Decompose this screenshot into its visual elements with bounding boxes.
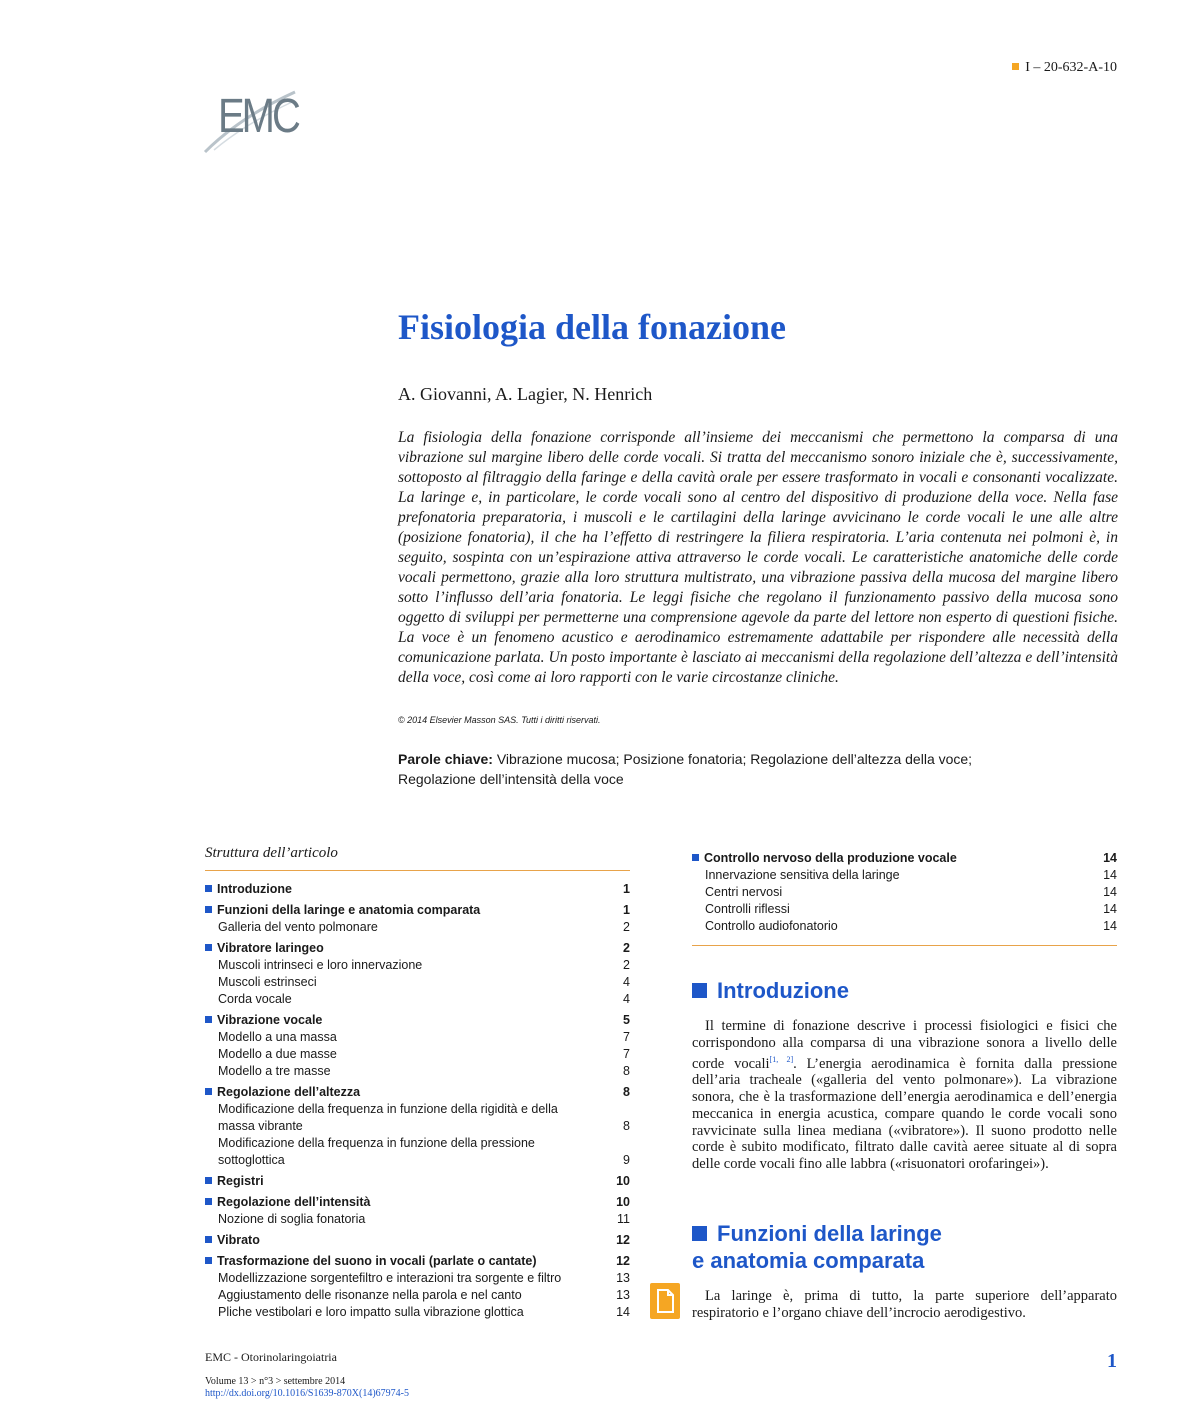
toc-entry[interactable]: Registri 10 [205, 1173, 630, 1190]
bullet-square-icon [692, 854, 699, 861]
document-code: I – 20-632-A-10 [1012, 60, 1117, 76]
toc-right-column [692, 846, 1117, 946]
page-number: 1 [1107, 1350, 1117, 1372]
bullet-square-icon [205, 1198, 212, 1205]
toc-entry[interactable]: Vibrazione vocale 5 [205, 1012, 630, 1029]
toc-section [205, 940, 630, 1008]
toc-subentry[interactable]: Centri nervosi 14 [705, 885, 1117, 899]
toc-section [692, 850, 1117, 935]
copyright: © 2014 Elsevier Masson SAS. Tutti i diritti riservati. [398, 715, 601, 725]
bullet-square-icon [205, 1016, 212, 1023]
toc-subentry[interactable]: Galleria del vento polmonare 2 [218, 920, 630, 934]
authors: A. Giovanni, A. Lagier, N. Henrich [398, 384, 653, 404]
toc-page: 14 [616, 1305, 630, 1319]
toc-page: 14 [1103, 851, 1117, 865]
toc-page: 14 [1103, 885, 1117, 899]
toc-page: 8 [623, 1119, 630, 1133]
toc-subentry[interactable]: Modificazione della frequenza in funzione della rigidità e della massa vibrante 8 [218, 1102, 630, 1133]
toc-entry[interactable]: Regolazione dell’intensità 10 [205, 1194, 630, 1211]
divider [692, 945, 1117, 946]
toc-page: 8 [623, 1064, 630, 1078]
toc-page: 4 [623, 992, 630, 1006]
toc-page: 8 [623, 1085, 630, 1099]
toc-subentry[interactable]: Modificazione della frequenza in funzione della pressione sottoglottica 9 [218, 1136, 630, 1167]
bullet-square-icon [205, 1177, 212, 1184]
toc-page: 7 [623, 1047, 630, 1061]
toc-entry[interactable]: Trasformazione del suono in vocali (parlate o cantate) 12 [205, 1253, 630, 1270]
toc-page: 10 [616, 1195, 630, 1209]
toc-section [205, 1253, 630, 1321]
doi-link[interactable]: http://dx.doi.org/10.1016/S1639-870X(14)67974-5 [205, 1388, 409, 1399]
toc-entry[interactable]: Funzioni della laringe e anatomia comparata 1 [205, 902, 630, 919]
toc-page: 2 [623, 941, 630, 955]
toc-section [205, 881, 630, 898]
emc-logo [200, 72, 300, 154]
toc-entry[interactable]: Regolazione dell’altezza 8 [205, 1084, 630, 1101]
toc-page: 12 [616, 1254, 630, 1268]
section-heading-funzioni: Funzioni della laringe e anatomia comparata [692, 1221, 942, 1273]
toc-entry[interactable]: Vibrato 12 [205, 1232, 630, 1249]
article-title: Fisiologia della fonazione [398, 307, 787, 347]
bullet-square-icon [205, 906, 212, 913]
toc-page: 9 [623, 1153, 630, 1167]
toc-section [205, 1012, 630, 1080]
document-icon[interactable] [650, 1283, 680, 1319]
toc-page: 12 [616, 1233, 630, 1247]
bullet-square-icon [205, 1257, 212, 1264]
toc-page: 2 [623, 958, 630, 972]
toc-page: 1 [623, 882, 630, 896]
toc-page: 1 [623, 903, 630, 917]
toc-page: 13 [616, 1271, 630, 1285]
toc-list [692, 850, 1117, 935]
toc-subentry[interactable]: Corda vocale 4 [218, 992, 630, 1006]
toc-subentry[interactable]: Muscoli intrinseci e loro innervazione 2 [218, 958, 630, 972]
keywords-line-2: Regolazione dell’intensità della voce [398, 771, 624, 787]
toc-page: 14 [1103, 868, 1117, 882]
toc-page: 14 [1103, 902, 1117, 916]
toc-page: 10 [616, 1174, 630, 1188]
toc-subentry[interactable]: Aggiustamento delle risonanze nella parola e nel canto 13 [218, 1288, 630, 1302]
intro-paragraph: Il termine di fonazione descrive i processi fisiologici e fisici che corrispondono alla comparsa di una vibrazione sonora a livello delle corde vocali[1, 2]. L’energia aerodinamica è fornita dalla pressione dell’aria tracheale («galleria del vento polmonare»). La vibrazione sonora, che è la trasformazione dell’energia aerodinamica e dell’energia meccanica in energia acustica, compare quando le corde vocali sono ravvicinate sulla linea mediana («vibratore»). Il suono prodotto nelle corde è subito modificato, filtrato dalle cavità aeree situate al di sopra delle corde vocali fino alle labbra («risuonatori orofaringei»). [692, 1018, 1118, 1173]
toc-section [205, 1084, 630, 1169]
toc-page: 13 [616, 1288, 630, 1302]
volume-info: Volume 13 > n°3 > settembre 2014 http://dx.doi.org/10.1016/S1639-870X(14)67974-5 [205, 1376, 409, 1399]
journal-name: EMC - Otorinolaringoiatria [205, 1350, 337, 1364]
toc-subentry[interactable]: Controlli riflessi 14 [705, 902, 1117, 916]
toc-page: 14 [1103, 919, 1117, 933]
keywords [398, 749, 1118, 789]
toc-subentry[interactable]: Nozione di soglia fonatoria 11 [218, 1212, 630, 1226]
svg-text:EMC: EMC [218, 89, 298, 143]
bullet-square-icon [205, 885, 212, 892]
toc-subentry[interactable]: Muscoli estrinseci 4 [218, 975, 630, 989]
section-heading-introduzione: Introduzione [692, 977, 849, 1004]
toc-left-column [205, 845, 630, 1321]
toc-entry[interactable]: Controllo nervoso della produzione vocale 14 [692, 850, 1117, 867]
bullet-square-icon [205, 944, 212, 951]
toc-list [205, 881, 630, 1321]
toc-title: Struttura dell’articolo [205, 845, 338, 861]
bullet-square-icon [205, 1236, 212, 1243]
toc-entry[interactable]: Introduzione 1 [205, 881, 630, 898]
toc-entry[interactable]: Vibratore laringeo 2 [205, 940, 630, 957]
toc-subentry[interactable]: Modello a due masse 7 [218, 1047, 630, 1061]
toc-page: 7 [623, 1030, 630, 1044]
keywords-label: Parole chiave: [398, 751, 493, 767]
funzioni-paragraph: La laringe è, prima di tutto, la parte superiore dell’apparato respiratorio e l’organo chiave dell’incrocio aerodigestivo. [692, 1288, 1117, 1321]
keywords-line-1: Vibrazione mucosa; Posizione fonatoria; Regolazione dell’altezza della voce; [496, 751, 973, 767]
divider [205, 870, 630, 871]
toc-section [205, 902, 630, 936]
bullet-square-icon [205, 1088, 212, 1095]
toc-section [205, 1194, 630, 1228]
toc-subentry[interactable]: Modellizzazione sorgentefiltro e interazioni tra sorgente e filtro 13 [218, 1271, 630, 1285]
toc-page: 2 [623, 920, 630, 934]
section-square-icon [692, 1226, 707, 1241]
toc-subentry[interactable]: Modello a tre masse 8 [218, 1064, 630, 1078]
toc-subentry[interactable]: Controllo audiofonatorio 14 [705, 919, 1117, 933]
abstract: La fisiologia della fonazione corrisponde all’insieme dei meccanismi che permettono la comparsa di una vibrazione sul margine libero delle corde vocali. Si tratta del meccanismo sonoro iniziale che è, successivamente, sottoposto al filtraggio della faringe e della cavità orale per essere trasformato in vocali e consonanti vocalizzate. La laringe e, in particolare, le corde vocali sono al centro del dispositivo di produzione della voce. Nella fase prefonatoria preparatoria, i muscoli e le cartilagini della laringe avvicinano le corde vocali le une alle altre (posizione fonatoria), il che ha l’effetto di restringere la filiera respiratoria. L’aria contenuta nei polmoni è, in seguito, sospinta con un’espirazione attiva attraverso le corde vocali. Le caratteristiche anatomiche delle corde vocali permettono, grazie alla loro struttura multistrato, una vibrazione passiva della mucosa del margine libero sotto l’influsso dell’aria fonatoria. Le leggi fisiche che regolano il funzionamento passivo della mucosa sono oggetto di sviluppi per permetterne una comprensione agevole da parte del lettore non esperto di questioni fisiche. La voce è un fenomeno acustico e aerodinamico estremamente adattabile per rispondere alle necessità della comunicazione parlata. Un posto importante è lasciato ai meccanismi della regolazione dell’altezza e dell’intensità della voce, così come ai loro rapporti con le varie circostanze cliniche. [398, 429, 1118, 686]
toc-subentry[interactable]: Modello a una massa 7 [218, 1030, 630, 1044]
citation-link[interactable]: [1, 2] [769, 1054, 794, 1064]
bullet-square-icon [1012, 63, 1019, 70]
toc-page: 5 [623, 1013, 630, 1027]
section-square-icon [692, 983, 707, 998]
toc-section [205, 1173, 630, 1190]
toc-subentry[interactable]: Pliche vestibolari e loro impatto sulla vibrazione glottica 14 [218, 1305, 630, 1319]
toc-section [205, 1232, 630, 1249]
toc-subentry[interactable]: Innervazione sensitiva della laringe 14 [705, 868, 1117, 882]
toc-page: 11 [617, 1212, 630, 1226]
toc-page: 4 [623, 975, 630, 989]
